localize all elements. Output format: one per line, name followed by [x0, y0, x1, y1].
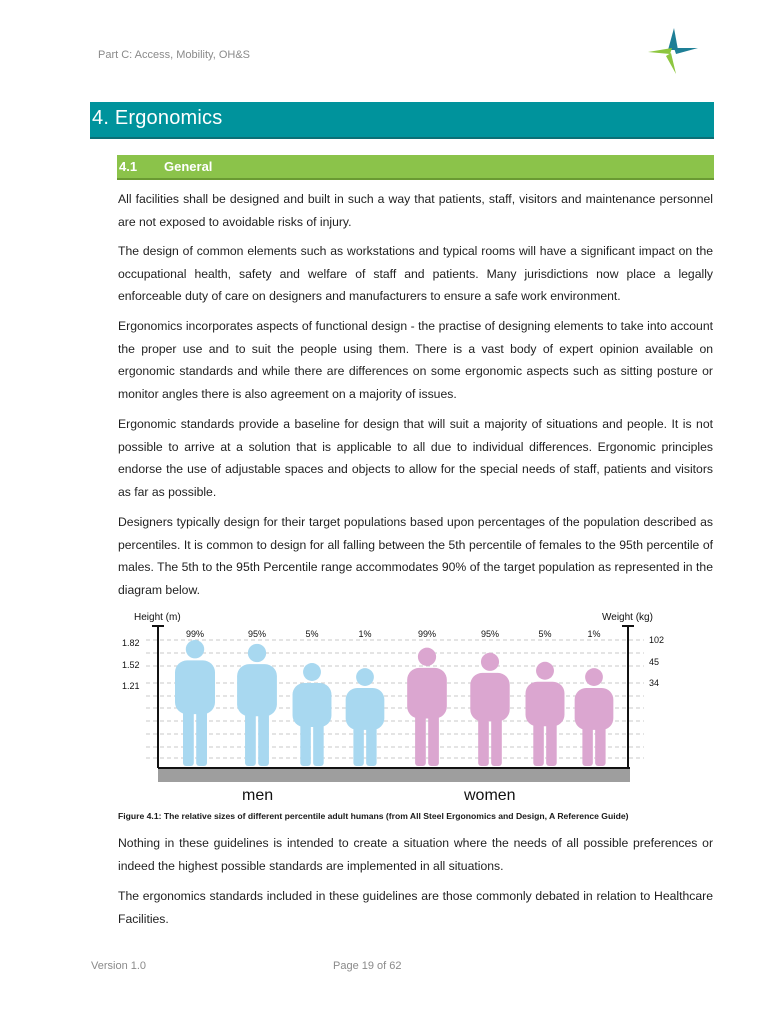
percentile-label: 5%	[305, 629, 319, 639]
footer-page-number: Page 19 of 62	[333, 960, 402, 972]
person-figure-women	[526, 662, 565, 766]
paragraph: Ergonomic standards provide a baseline for design that will suit a majority of situations and people. It is not possible to arrive at a solution that is applicable to all due to individual differences. Ergonomic principles endorse the use of adjustable spaces and objects to allow for the special needs of staff, patients and visitors as far as possible.	[118, 417, 713, 499]
subsection-heading	[117, 155, 714, 180]
height-tick: 1.82	[122, 638, 140, 648]
running-header: Part C: Access, Mobility, OH&S	[98, 49, 251, 61]
person-figure-women	[470, 653, 509, 766]
right-axis-label: Weight (kg)	[602, 612, 653, 623]
section-heading-text: 4. Ergonomics	[92, 107, 223, 129]
weight-tick: 45	[649, 657, 660, 667]
subsection-number: 4.1	[119, 159, 138, 174]
percentile-label: 1%	[587, 629, 601, 639]
percentile-label: 99%	[417, 629, 437, 639]
brand-logo	[644, 26, 700, 76]
women-label: women	[464, 787, 516, 804]
men-label: men	[242, 787, 274, 804]
floor-bar	[158, 768, 630, 782]
left-axis-label: Height (m)	[134, 612, 181, 623]
percentile-label: 1%	[358, 629, 372, 639]
percentile-label: 99%	[185, 629, 205, 639]
weight-tick: 34	[649, 678, 660, 688]
person-figure-men	[237, 644, 277, 766]
person-figure-men	[293, 663, 332, 766]
percentile-label: 95%	[480, 629, 500, 639]
person-figure-women	[407, 648, 447, 766]
percentile-label: 5%	[538, 629, 552, 639]
paragraph: Nothing in these guidelines is intended to create a situation where the needs of all possible preferences or indeed the highest possible standards are implemented in all situations.	[118, 836, 713, 873]
percentile-figure	[118, 606, 665, 806]
subsection-title: General	[164, 159, 213, 174]
weight-tick: 102	[649, 635, 665, 645]
paragraph: Designers typically design for their target populations based upon percentages of the population described as percentiles. It is common to design for all falling between the 5th percentile of females to the 95th percentile of males. The 5th to the 95th Percentile range accommodates 90% of the target population as represented in the diagram below.	[118, 515, 713, 597]
figure-caption: Figure 4.1: The relative sizes of different percentile adult humans (from All Steel Ergonomics and Design, A Reference Guide)	[118, 811, 629, 821]
paragraph: Ergonomics incorporates aspects of functional design - the practise of designing elements to take into account the proper use and to suit the people using them. There is a vast body of expert opinion available on ergonomic standards and while there are differences on some ergonomic aspects such as sitting posture or monitor angles there is also agreement on a majority of issues.	[118, 319, 713, 401]
percentile-label: 95%	[247, 629, 267, 639]
height-tick: 1.21	[122, 681, 140, 691]
section-heading	[90, 102, 714, 139]
paragraph: All facilities shall be designed and built in such a way that patients, staff, visitors and maintenance personnel are not exposed to avoidable risks of injury.	[118, 192, 713, 229]
paragraph: The ergonomics standards included in these guidelines are those commonly debated in relation to Healthcare Facilities.	[118, 889, 713, 926]
footer-version: Version 1.0	[91, 960, 147, 972]
height-tick: 1.52	[122, 660, 140, 670]
paragraph: The design of common elements such as workstations and typical rooms will have a significant impact on the occupational health, safety and welfare of staff and patients. Many jurisdictions now place a legally enforceable duty of care on designers and manufacturers to ensure a safe work environment.	[118, 244, 713, 303]
